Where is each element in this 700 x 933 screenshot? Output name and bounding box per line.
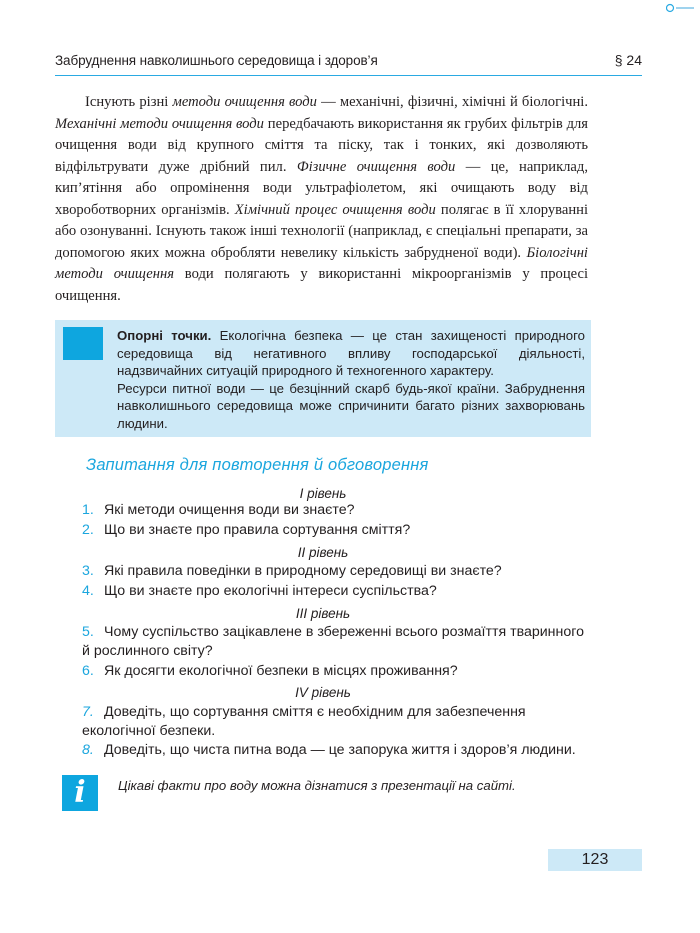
question-item xyxy=(82,741,588,760)
question-text: Як досягти екологічної безпеки в місцях проживання? xyxy=(104,663,458,679)
question-item xyxy=(82,582,588,601)
key-points-box xyxy=(55,320,591,437)
question-text: Що ви знаєте про правила сортування сміття? xyxy=(104,522,411,538)
question-text: Чому суспільство зацікавлене в збереженні всього розмаїття тваринного й рослинного світу? xyxy=(82,624,584,659)
key-points-paragraph-1: Екологічна безпека — це стан захищеності природного середовища від негативного впливу господарської діяльності, надзвичайних ситуацій природного й техногенного характеру. xyxy=(117,328,585,378)
paragraph-run: води полягають у використанні мікроорганізмів у процесі очищення. xyxy=(55,266,588,304)
question-item xyxy=(82,662,588,681)
question-text: Які методи очищення води ви знаєте? xyxy=(104,502,355,518)
question-item xyxy=(82,703,588,741)
paragraph-run: — механічні, фізичні, хімічні й біологічні. xyxy=(316,94,588,110)
info-icon xyxy=(62,775,98,811)
question-number: 1. xyxy=(82,502,94,518)
question-number: 7. xyxy=(82,704,94,720)
italic-term: Біологічні методи очищення xyxy=(55,244,588,282)
main-paragraph xyxy=(55,92,588,307)
italic-term: Хімічний процес очищення води xyxy=(234,201,436,218)
section-number: § 24 xyxy=(614,52,642,68)
level-label: II рівень xyxy=(297,545,349,560)
key-points-text xyxy=(117,327,585,432)
italic-term: методи очищення води xyxy=(172,94,317,110)
info-glyph: i xyxy=(74,775,86,810)
question-text: Доведіть, що чиста питна вода — це запорука життя і здоров’я людини. xyxy=(104,742,576,758)
paragraph-run: передбачають використання як грубих фільтрів для очищення води від крупного сміття та піску, так і тонких, які дозволяють відфільтрувати дуже дрібний пил. xyxy=(55,115,589,175)
corner-logo-icon xyxy=(666,3,696,13)
level-label: I рівень xyxy=(299,486,347,501)
paragraph-run: — це, наприклад, кип’ятіння або опромінення води ультрафіолетом, які очищають воду від хвороботворних організмів. xyxy=(55,158,588,218)
page-header xyxy=(55,49,642,76)
question-number: 2. xyxy=(82,522,94,538)
chapter-title: Забруднення навколишнього середовища і здоров’я xyxy=(55,53,378,68)
question-number: 8. xyxy=(82,742,94,758)
key-points-paragraph-2: Ресурси питної води — це безцінний скарб будь-якої країни. Забруднення навколишнього середовища може спричинити багато різних захворювань людини. xyxy=(117,380,585,431)
question-number: 3. xyxy=(82,563,94,579)
italic-term: Фізичне очищення води xyxy=(296,158,456,175)
question-item xyxy=(82,562,588,581)
key-points-label: Опорні точки. xyxy=(117,328,212,343)
question-item xyxy=(82,623,588,661)
level-label: IV рівень xyxy=(295,685,351,700)
question-text: Які правила поведінки в природному середовищі ви знаєте? xyxy=(104,563,502,579)
page-number: 123 xyxy=(581,851,609,868)
question-item xyxy=(82,501,588,520)
paragraph-run: полягає в її хлоруванні або озонуванні. Існують також інші технології (наприклад, є спеціальні препарати, за допомогою яких можна обробляти невелику кількість забрудненої води). xyxy=(55,201,588,261)
level-label: III рівень xyxy=(295,606,351,621)
question-item xyxy=(82,521,588,540)
question-number: 4. xyxy=(82,583,94,599)
questions-heading: Запитання для повторення й обговорення xyxy=(86,456,429,474)
question-number: 5. xyxy=(82,624,94,640)
info-note: Цікаві факти про воду можна дізнатися з презентації на сайті. xyxy=(118,778,516,793)
question-text: Доведіть, що сортування сміття є необхідним для забезпечення екологічної безпеки. xyxy=(82,704,526,739)
question-text: Що ви знаєте про екологічні інтереси суспільства? xyxy=(104,583,437,599)
key-points-marker xyxy=(63,327,103,360)
paragraph-run: Існують різні xyxy=(85,94,173,110)
page-number-box xyxy=(548,849,642,871)
italic-term: Механічні методи очищення води xyxy=(55,115,264,132)
question-number: 6. xyxy=(82,663,94,679)
